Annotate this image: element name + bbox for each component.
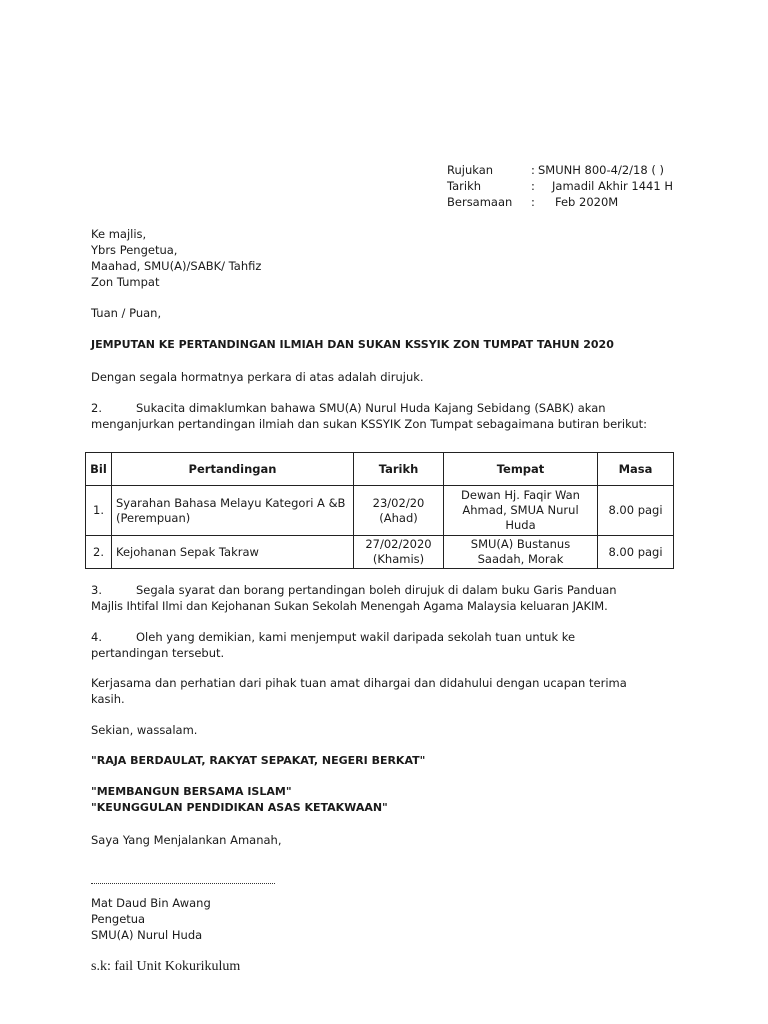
cell-tempat: Dewan Hj. Faqir Wan Ahmad, SMUA Nurul Huda bbox=[444, 486, 598, 536]
cell-tarikh-day: (Khamis) bbox=[372, 552, 425, 566]
cell-pertandingan: Syarahan Bahasa Melayu Kategori A &B (Perempuan) bbox=[112, 486, 354, 536]
header-tarikh: Tarikh bbox=[354, 453, 444, 486]
equivalent-sep: : bbox=[531, 195, 535, 209]
cell-tempat: SMU(A) Bustanus Saadah, Morak bbox=[444, 536, 598, 569]
paragraph-3-number: 3. bbox=[91, 583, 102, 597]
table-row bbox=[86, 486, 674, 536]
paragraph-3-line-1: Segala syarat dan borang pertandingan boleh dirujuk di dalam buku Garis Panduan bbox=[136, 583, 617, 597]
header-bil: Bil bbox=[86, 453, 112, 486]
cell-pertandingan: Kejohanan Sepak Takraw bbox=[112, 536, 354, 569]
recipient-line: Ybrs Pengetua, bbox=[91, 243, 178, 257]
recipient-line: Maahad, SMU(A)/SABK/ Tahfiz bbox=[91, 259, 262, 273]
cell-tarikh-date: 27/02/2020 bbox=[365, 537, 432, 551]
carbon-copy-note: s.k: fail Unit Kokurikulum bbox=[91, 959, 241, 974]
header-pertandingan: Pertandingan bbox=[112, 453, 354, 486]
signatory-name: Mat Daud Bin Awang bbox=[91, 896, 211, 910]
paragraph-5-line-1: Kerjasama dan perhatian dari pihak tuan amat dihargai dan didahului dengan ucapan terima bbox=[91, 676, 627, 690]
signatory-school: SMU(A) Nurul Huda bbox=[91, 928, 203, 942]
letter-subject: JEMPUTAN KE PERTANDINGAN ILMIAH DAN SUKAN KSSYIK ZON TUMPAT TAHUN 2020 bbox=[91, 338, 614, 351]
table-header-row bbox=[86, 453, 674, 486]
paragraph-4-line-2: pertandingan tersebut. bbox=[91, 646, 225, 660]
recipient-line: Ke majlis, bbox=[91, 227, 147, 241]
state-motto: "RAJA BERDAULAT, RAKYAT SEPAKAT, NEGERI BERKAT" bbox=[91, 754, 426, 767]
paragraph-2-line-1: Sukacita dimaklumkan bahawa SMU(A) Nurul Huda Kajang Sebidang (SABK) akan bbox=[136, 401, 606, 415]
competition-table bbox=[85, 452, 674, 569]
school-motto-2: "KEUNGGULAN PENDIDIKAN ASAS KETAKWAAN" bbox=[91, 801, 388, 814]
salutation: Tuan / Puan, bbox=[91, 306, 162, 320]
trust-line: Saya Yang Menjalankan Amanah, bbox=[91, 833, 282, 847]
paragraph-3-line-2: Majlis Ihtifal Ilmi dan Kejohanan Sukan Sekolah Menengah Agama Malaysia keluaran JAKIM. bbox=[91, 599, 608, 613]
header-tempat: Tempat bbox=[444, 453, 598, 486]
cell-tarikh bbox=[354, 486, 444, 536]
paragraph-1: Dengan segala hormatnya perkara di atas adalah dirujuk. bbox=[91, 370, 424, 384]
recipient-line: Zon Tumpat bbox=[91, 275, 160, 289]
table-row bbox=[86, 536, 674, 569]
cell-bil: 1. bbox=[86, 486, 112, 536]
paragraph-2-line-2: menganjurkan pertandingan ilmiah dan sukan KSSYIK Zon Tumpat sebagaimana butiran berikut: bbox=[91, 417, 648, 431]
signature-line bbox=[91, 883, 275, 884]
cell-tarikh-date: 23/02/20 bbox=[372, 495, 425, 510]
cell-masa: 8.00 pagi bbox=[598, 536, 674, 569]
cell-bil: 2. bbox=[86, 536, 112, 569]
cell-masa: 8.00 pagi bbox=[598, 486, 674, 536]
date-value: Jamadil Akhir 1441 H bbox=[552, 179, 673, 193]
reference-sep: : bbox=[531, 163, 535, 177]
equivalent-value: Feb 2020M bbox=[555, 195, 619, 209]
paragraph-4-line-1: Oleh yang demikian, kami menjemput wakil daripada sekolah tuan untuk ke bbox=[136, 630, 576, 644]
cell-tarikh bbox=[354, 536, 444, 569]
paragraph-4-number: 4. bbox=[91, 630, 102, 644]
reference-value: SMUNH 800-4/2/18 ( ) bbox=[538, 163, 664, 177]
school-motto-1: "MEMBANGUN BERSAMA ISLAM" bbox=[91, 785, 292, 798]
date-label: Tarikh bbox=[447, 179, 482, 193]
cell-tarikh-day: (Ahad) bbox=[379, 510, 418, 525]
paragraph-2-number: 2. bbox=[91, 401, 102, 415]
reference-label: Rujukan bbox=[447, 163, 494, 177]
signatory-title: Pengetua bbox=[91, 912, 146, 926]
date-sep: : bbox=[531, 179, 535, 193]
paragraph-5-line-2: kasih. bbox=[91, 692, 125, 706]
equivalent-label: Bersamaan bbox=[447, 195, 513, 209]
header-masa: Masa bbox=[598, 453, 674, 486]
closing-greeting: Sekian, wassalam. bbox=[91, 723, 198, 737]
